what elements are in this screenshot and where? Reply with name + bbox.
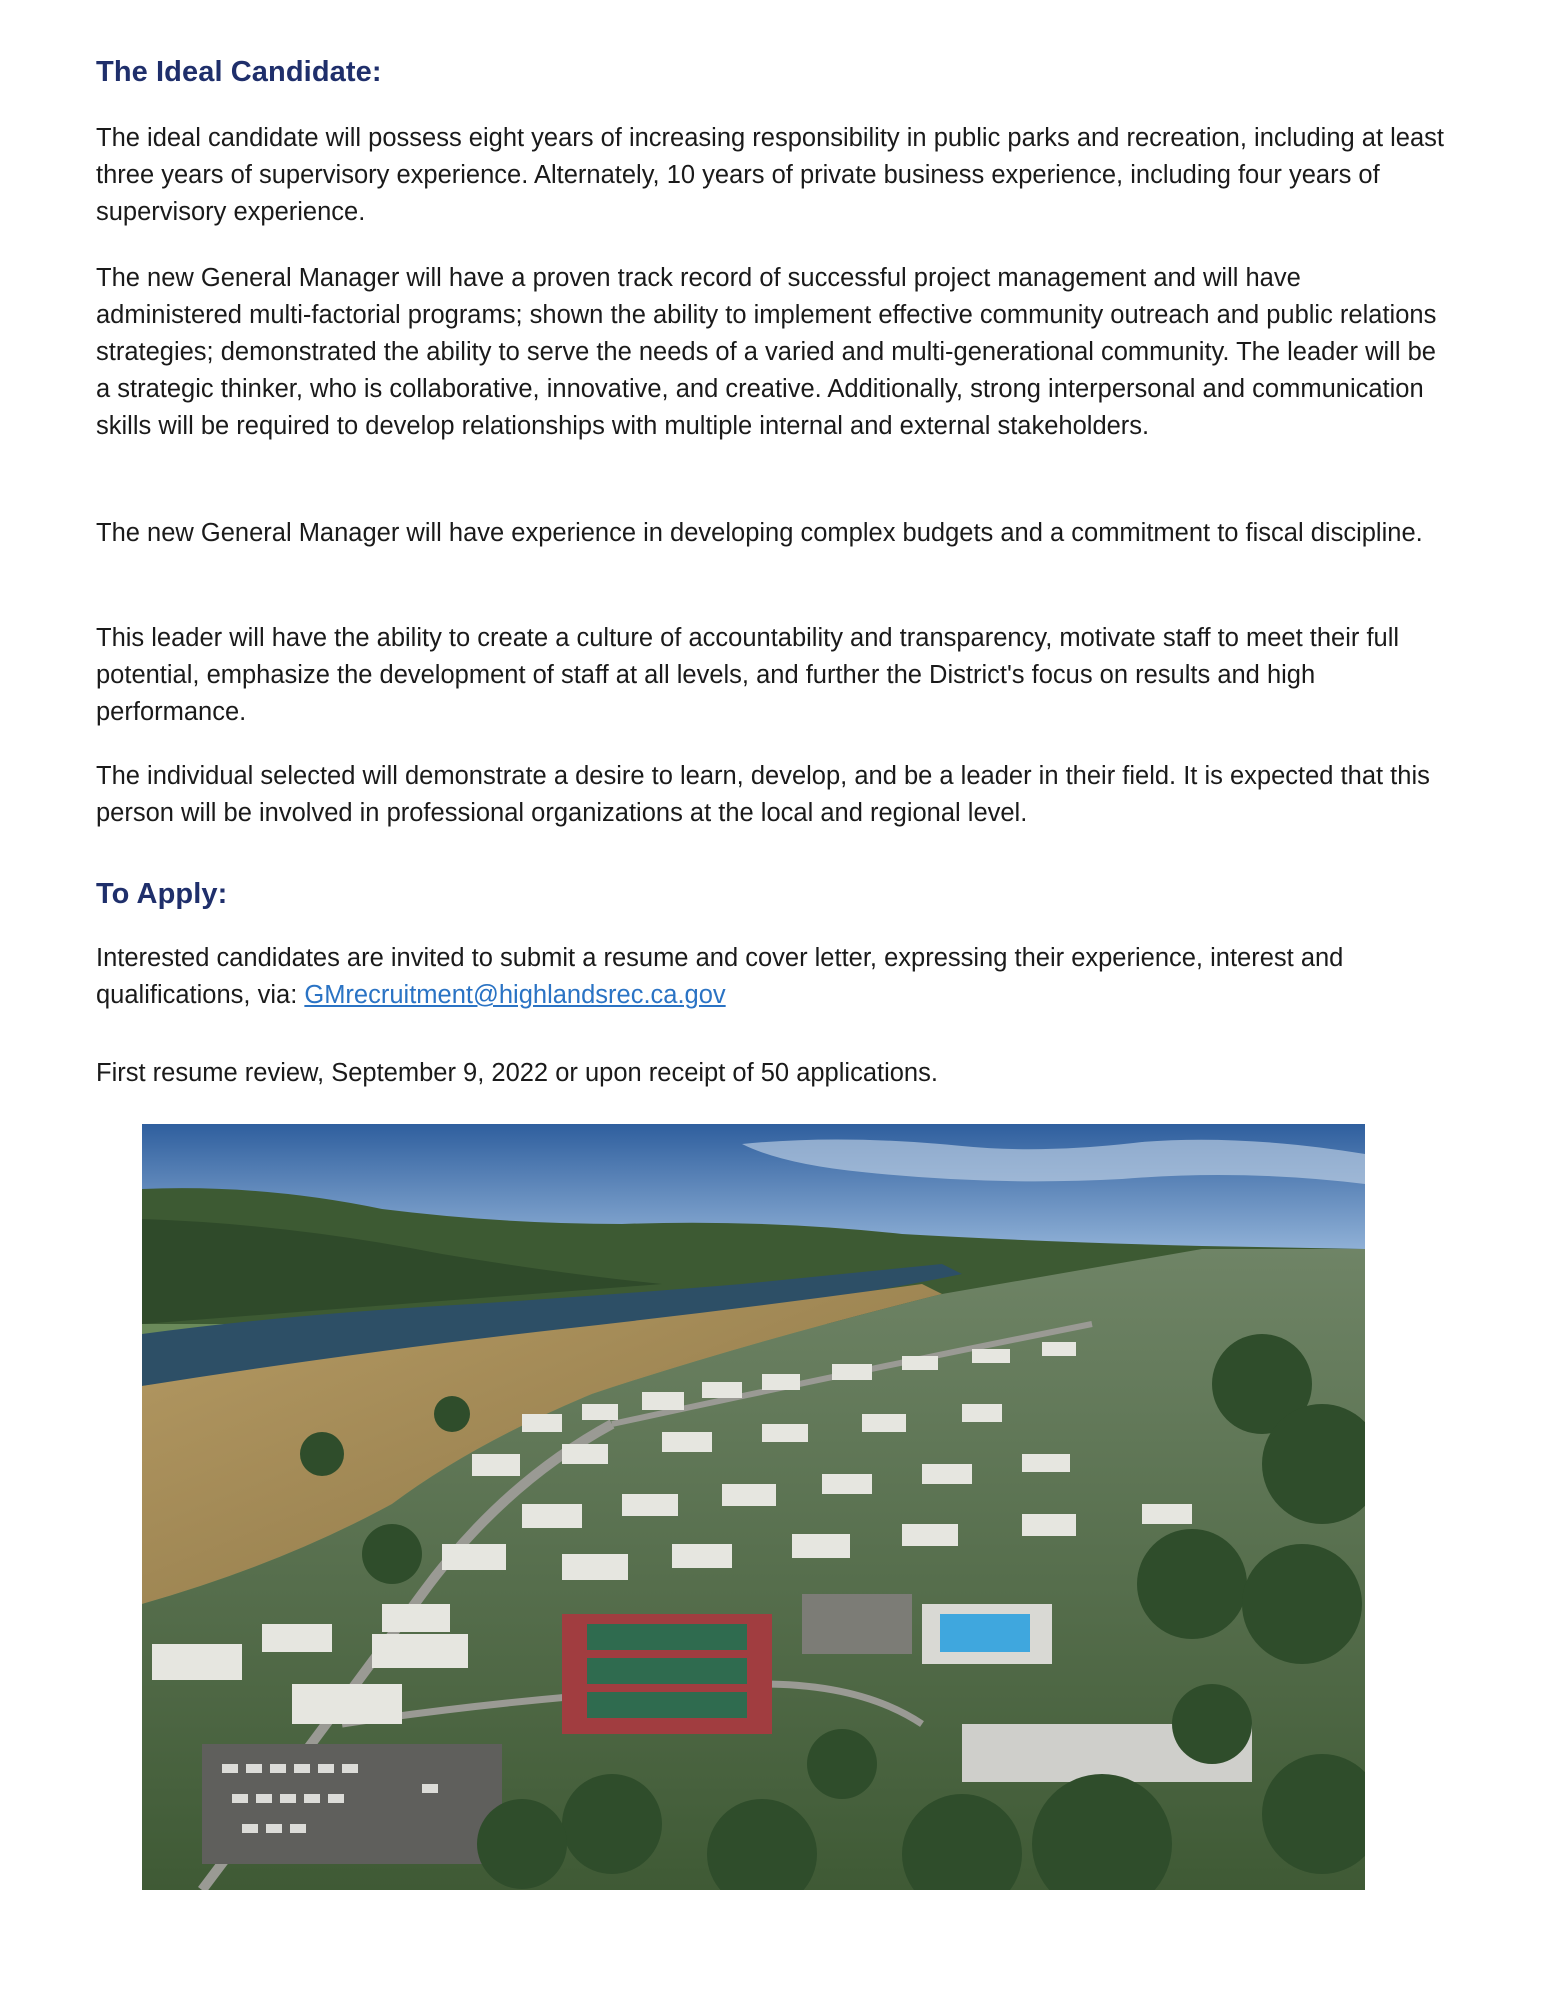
to-apply-intro: Interested candidates are invited to submit a resume and cover letter, expressing their experience, interest and qualifications, via:: [96, 944, 1344, 1009]
parking-lot: [202, 1744, 502, 1864]
to-apply-paragraph: [96, 940, 1446, 1014]
aerial-photo-illustration: [142, 1124, 1365, 1890]
ideal-candidate-paragraph-3: The new General Manager will have experience in developing complex budgets and a commitment to fiscal discipline.: [96, 519, 1423, 547]
community-building: [802, 1594, 912, 1654]
to-apply-heading: To Apply:: [96, 878, 228, 910]
recruitment-email-link[interactable]: GMrecruitment@highlandsrec.ca.gov: [304, 981, 726, 1009]
aerial-photo-neighborhood: [142, 1124, 1365, 1890]
resume-review-note: First resume review, September 9, 2022 or upon receipt of 50 applications.: [96, 1059, 938, 1087]
ideal-candidate-paragraph-1: The ideal candidate will possess eight years of increasing responsibility in public parks and recreation, including at least three years of supervisory experience. Alternately, 10 years of private business experience, including four years of supervisory experience.: [96, 124, 1444, 226]
ideal-candidate-paragraph-2: The new General Manager will have a proven track record of successful project management and will have administered multi-factorial programs; shown the ability to implement effective community outreach and public relations strategies; demonstrated the ability to serve the needs of a varied and multi-generational community. The leader will be a strategic thinker, who is collaborative, innovative, and creative. Additionally, strong interpersonal and communication skills will be required to develop relationships with multiple internal and external stakeholders.: [96, 264, 1437, 440]
ideal-candidate-heading: The Ideal Candidate:: [96, 56, 382, 88]
ideal-candidate-paragraph-5: The individual selected will demonstrate a desire to learn, develop, and be a leader in their field. It is expected that this person will be involved in professional organizations at the local and regional level.: [96, 762, 1430, 827]
swimming-pool: [940, 1614, 1030, 1652]
ideal-candidate-paragraph-4: This leader will have the ability to create a culture of accountability and transparency, motivate staff to meet their full potential, emphasize the development of staff at all levels, and further the District's focus on results and high performance.: [96, 624, 1400, 726]
tennis-courts: [562, 1614, 772, 1734]
